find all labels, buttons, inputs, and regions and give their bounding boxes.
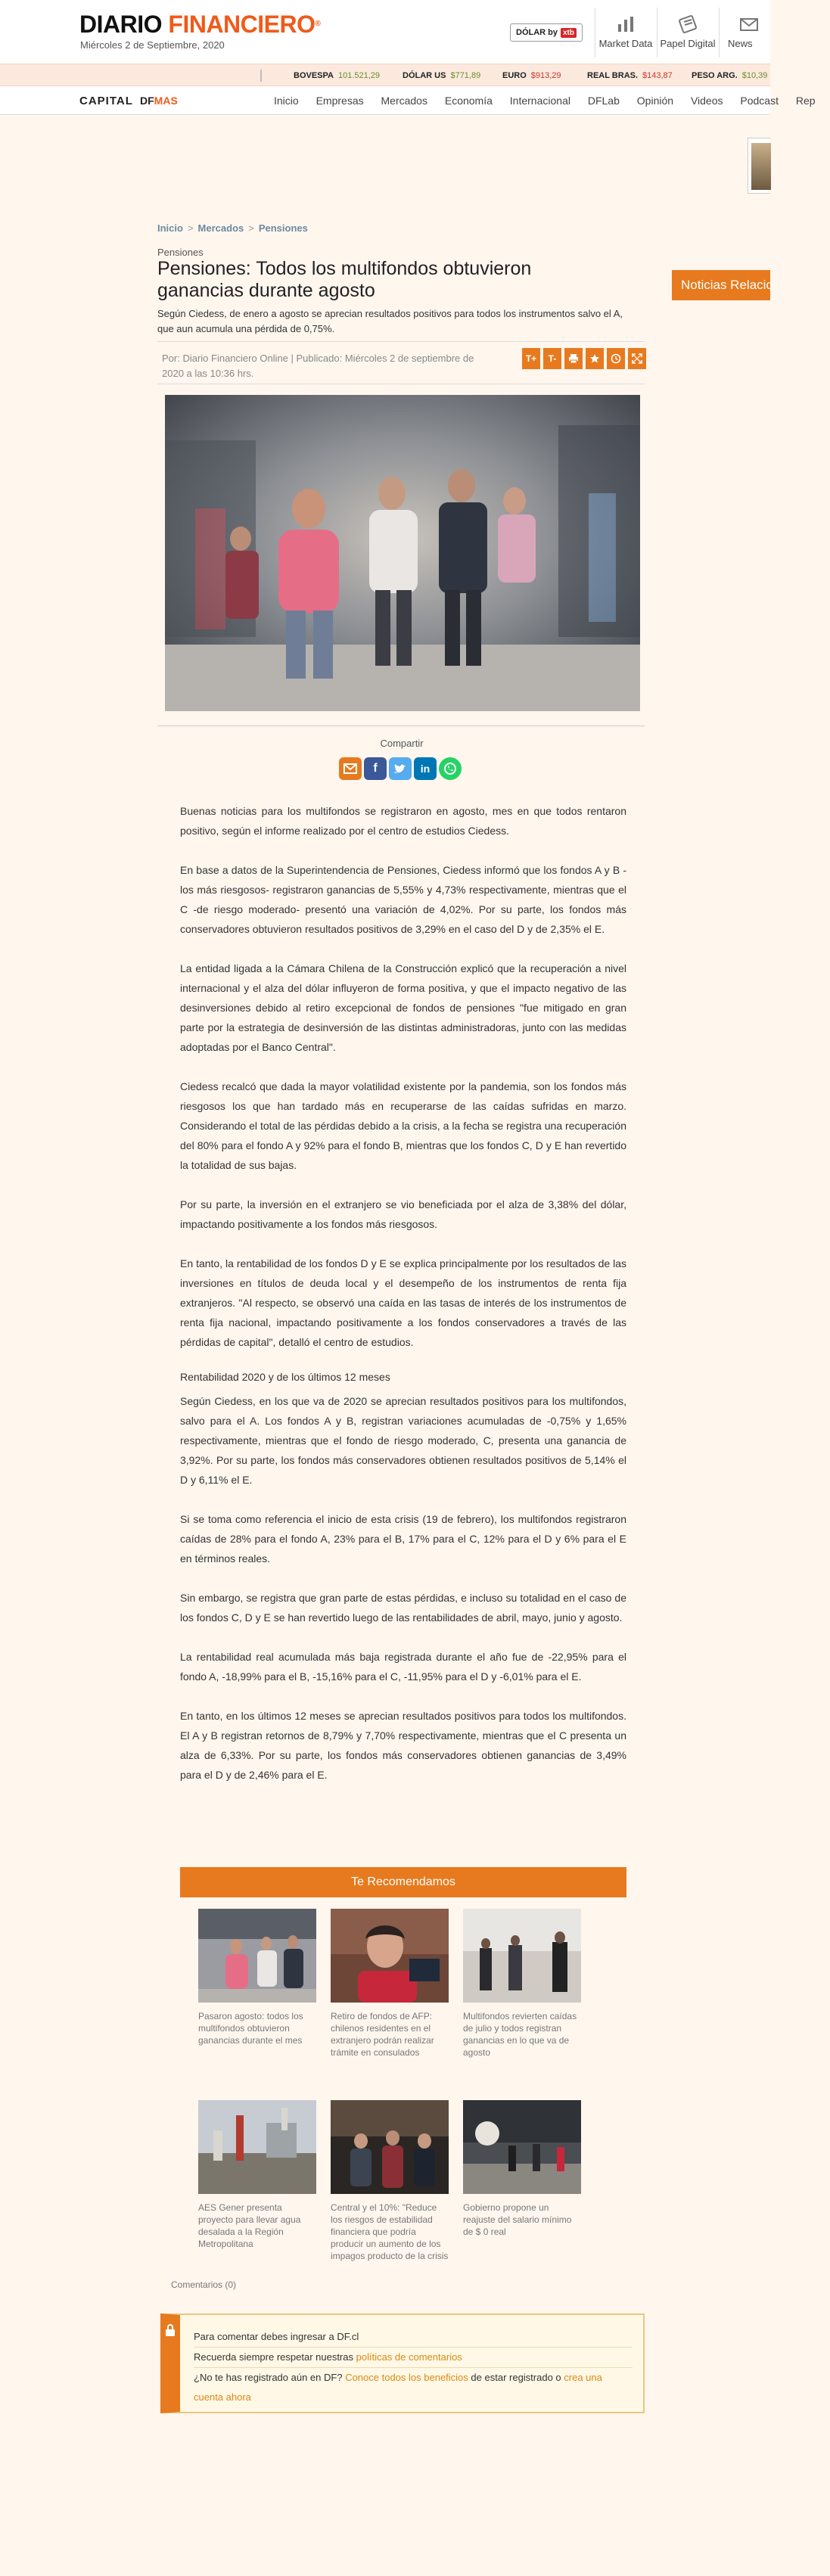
ticker-item[interactable]: BOVESPA 101.521,29 bbox=[294, 71, 381, 80]
recommended-item[interactable] bbox=[331, 1909, 449, 2059]
noticias-relacionadas-tab[interactable]: Noticias Relacio bbox=[672, 270, 770, 300]
expand-icon bbox=[632, 353, 642, 364]
recommended-thumbnail bbox=[198, 1909, 316, 2003]
article-paragraph: Según Ciedess, en los que va de 2020 se aprecian resultados positivos para los multifondos, salvo para el A. Los fondos A y B, registran variaciones acumuladas de -0,75% y 1,65% respectivamente, mientras que el fondo de riesgo moderado, C, presenta una ganancia de 3,92%. Por su parte, los fondos más conservadores obtienen resultados positivos de 5,14% el D y 6,11% el E. bbox=[180, 1395, 626, 1486]
nav-item-rep[interactable]: Rep bbox=[795, 95, 816, 107]
create-account-link[interactable]: crea una cuenta ahora bbox=[194, 2372, 602, 2403]
header-divider bbox=[719, 8, 720, 57]
crowd-street-photo bbox=[165, 395, 640, 711]
comment-policy-link[interactable]: políticas de comentarios bbox=[356, 2351, 462, 2363]
breadcrumb-pensiones[interactable]: Pensiones bbox=[258, 222, 308, 234]
recommended-title: Multifondos revierten caídas de julio y todos registran ganancias en lo que va de agosto bbox=[463, 2011, 577, 2058]
recommended-thumbnail bbox=[198, 2100, 316, 2194]
share-mail-button[interactable] bbox=[339, 757, 362, 780]
register-line: ¿No te has registrado aún en DF? Conoce todos los beneficios de estar registrado o crea una cuenta ahora bbox=[194, 2372, 602, 2403]
nav-item-mercados[interactable]: Mercados bbox=[381, 95, 427, 107]
dolar-widget-button[interactable]: DÓLAR by xtb bbox=[510, 23, 583, 42]
lock-icon bbox=[165, 2324, 176, 2336]
facebook-icon: f bbox=[373, 762, 378, 775]
nav-item-internacional[interactable]: Internacional bbox=[509, 95, 570, 107]
recommended-title: AES Gener presenta proyecto para llevar agua desalada a la Región Metropolitana bbox=[198, 2202, 301, 2249]
article-paragraph: Por su parte, la inversión en el extranjero se vio beneficiada por el alza de 3,38% del dólar, impactando positivamente a los fondos más riesgosos. bbox=[180, 1198, 626, 1230]
policy-line: Recuerda siempre respetar nuestras políticas de comentarios bbox=[194, 2351, 462, 2363]
nav-item-podcast[interactable]: Podcast bbox=[740, 95, 779, 107]
recommended-title: Central y el 10%: "Reduce los riesgos de estabilidad financiera que podría producir un aumento de los impagos producto de la crisis bbox=[331, 2202, 449, 2261]
share-twitter-button[interactable] bbox=[389, 757, 412, 780]
read-later-button[interactable] bbox=[607, 348, 625, 369]
font-decrease-button[interactable]: T- bbox=[543, 348, 561, 369]
recommended-header: Te Recomendamos bbox=[180, 1867, 626, 1897]
recommended-thumbnail bbox=[463, 1909, 581, 2003]
capital-brand-link[interactable]: CAPITAL bbox=[79, 95, 133, 107]
expand-button[interactable] bbox=[628, 348, 646, 369]
benefits-link[interactable]: Conoce todos los beneficios bbox=[345, 2372, 468, 2383]
share-linkedin-button[interactable] bbox=[414, 757, 437, 780]
whatsapp-icon bbox=[443, 762, 457, 775]
recommended-item[interactable] bbox=[463, 2100, 581, 2238]
share-facebook-button[interactable] bbox=[364, 757, 387, 780]
nav-item-economia[interactable]: Economía bbox=[444, 95, 493, 107]
comment-login-box bbox=[160, 2313, 645, 2413]
nav-item-videos[interactable]: Videos bbox=[690, 95, 723, 107]
article-paragraph: Ciedess recalcó que dada la mayor volatilidad existente por la pandemia, son los fondos más riesgosos los que han tardado más en recuperarse de las caídas sufridas en marzo. Considerando el total de las pérdidas debido a la crisis, a la fecha se registra una recuperación del 80% para el fondo A y 92% para el fondo B, mientras que los fondos C, D y E han revertido la totalidad de sus bajas. bbox=[180, 1080, 626, 1171]
share-buttons bbox=[339, 757, 462, 780]
article-subheading: Rentabilidad 2020 y de los últimos 12 meses bbox=[180, 1371, 390, 1383]
recommended-title: Retiro de fondos de AFP: chilenos residentes en el extranjero podrán realizar trámite en consulados bbox=[331, 2011, 434, 2058]
recommended-item[interactable] bbox=[198, 1909, 316, 2046]
share-whatsapp-button[interactable] bbox=[439, 757, 462, 780]
nav-item-empresas[interactable]: Empresas bbox=[316, 95, 364, 107]
market-ticker bbox=[0, 64, 770, 86]
star-icon bbox=[589, 353, 600, 364]
breadcrumb-inicio[interactable]: Inicio bbox=[157, 222, 183, 234]
recommended-thumbnail bbox=[331, 1909, 449, 2003]
font-increase-button[interactable]: T+ bbox=[522, 348, 540, 369]
ticker-item[interactable]: EURO $913,29 bbox=[502, 71, 561, 80]
dfmas-brand-link[interactable]: DFMAS bbox=[140, 95, 178, 107]
article-byline: Por: Diario Financiero Online | Publicado: Miércoles 2 de septiembre de 2020 a las 10:36 hrs. bbox=[162, 353, 474, 379]
site-header bbox=[0, 0, 770, 64]
article-title: Pensiones: Todos los multifondos obtuvieron ganancias durante agosto bbox=[157, 258, 532, 301]
recommended-item[interactable] bbox=[331, 2100, 449, 2262]
side-ad[interactable] bbox=[748, 138, 770, 194]
twitter-icon bbox=[393, 763, 407, 774]
recommended-item[interactable] bbox=[198, 2100, 316, 2250]
ticker-divider bbox=[260, 70, 262, 82]
breadcrumb-mercados[interactable]: Mercados bbox=[197, 222, 244, 234]
mail-icon bbox=[738, 15, 760, 33]
article-tools bbox=[522, 348, 646, 369]
article-paragraph: La rentabilidad real acumulada más baja registrada durante el año fue de -22,95% para el fondo A, -18,99% para el B, -15,16% para el C, -11,95% para el D y -6,01% para el E. bbox=[180, 1651, 626, 1683]
share-label: Compartir bbox=[380, 738, 424, 749]
recommended-title: Gobierno propone un reajuste del salario mínimo de $ 0 real bbox=[463, 2202, 572, 2237]
header-date: Miércoles 2 de Septiembre, 2020 bbox=[80, 39, 225, 51]
article-paragraph: En base a datos de la Superintendencia de Pensiones, Ciedess informó que los fondos A y B -los más riesgosos- registraron ganancias de 5,55% y 4,73% respectivamente, mientras que el C -de riesgo moderado- presentó una variación de 4,02%. Por su parte, los fondos más conservadores obtuvieron resultados positivos de 3,29% en el caso del D y de 2,35% el E. bbox=[180, 864, 626, 935]
print-button[interactable] bbox=[564, 348, 583, 369]
clock-icon bbox=[611, 353, 621, 364]
article-paragraph: En tanto, en los últimos 12 meses se aprecian resultados positivos para todos los multifondos. El A y B registran retornos de 8,79% y 7,70% respectivamente, mientras que el C presenta un alza de 6,33%. Por su parte, los fondos más conservadores obtienen ganancias de 3,49% para el D y de 2,46% para el E. bbox=[180, 1710, 626, 1781]
bar-chart-icon bbox=[615, 15, 636, 33]
print-icon bbox=[568, 353, 579, 364]
comments-count[interactable]: Comentarios (0) bbox=[171, 2279, 237, 2290]
nav-item-opinion[interactable]: Opinión bbox=[636, 95, 674, 107]
ticker-item[interactable]: DÓLAR US $771,89 bbox=[403, 71, 481, 80]
login-prompt[interactable]: Para comentar debes ingresar a DF.cl bbox=[194, 2331, 359, 2342]
nav-items bbox=[274, 95, 830, 107]
site-logo[interactable]: DIARIO FINANCIERO® bbox=[79, 11, 321, 38]
article-lead: Según Ciedess, de enero a agosto se aprecian resultados positivos para todos los instrumentos salvo el A, que aun acumula una pérdida de 0,75%. bbox=[157, 308, 623, 334]
article-paragraph: Buenas noticias para los multifondos se registraron en agosto, mes en que todos rentaron positivo, según el informe realizado por el centro de estudios Ciedess. bbox=[180, 805, 626, 837]
newsletter-link[interactable]: News bbox=[728, 15, 770, 49]
recommended-thumbnail bbox=[463, 2100, 581, 2194]
newspaper-icon bbox=[677, 15, 698, 33]
recommended-title: Pasaron agosto: todos los multifondos obtuvieron ganancias durante el mes bbox=[198, 2011, 303, 2046]
papel-digital-link[interactable]: Papel Digital bbox=[658, 15, 717, 49]
market-data-link[interactable]: Market Data bbox=[596, 15, 655, 49]
ticker-item[interactable]: PESO ARG. $10,39 bbox=[692, 71, 768, 80]
main-nav bbox=[0, 86, 816, 115]
nav-item-dflab[interactable]: DFLab bbox=[587, 95, 620, 107]
nav-item-inicio[interactable]: Inicio bbox=[274, 95, 299, 107]
article-body bbox=[180, 801, 626, 1804]
ticker-item[interactable]: REAL BRAS. $143,87 bbox=[587, 71, 673, 80]
article-paragraph: Sin embargo, se registra que gran parte de estas pérdidas, e incluso su totalidad en el caso de los fondos C, D y E se han revertido luego de las rentabilidades de abril, mayo, junio y agosto. bbox=[180, 1592, 626, 1624]
article-paragraph: La entidad ligada a la Cámara Chilena de la Construcción explicó que la recuperación a nivel internacional y el alza del dólar influyeron de forma positiva, y que el impacto negativo de las desinversiones debido al retiro excepcional de fondos de pensiones "fue mitigado en gran parte por la estrategia de desinversión de las distintas administradoras, junto con las medidas adoptadas por el Banco Central". bbox=[180, 962, 626, 1053]
linkedin-icon: in bbox=[420, 763, 431, 775]
article-paragraph: En tanto, la rentabilidad de los fondos D y E se explica principalmente por los resultados de las inversiones en títulos de deuda local y el desempeño de los instrumentos de renta fija extranjeros. "Al respecto, se observó una caída en las tasas de interés de los instrumentos de renta fija nacional, impactando positivamente a los fondos conservadores a través de las pérdidas de capital", detalló el centro de estudios. bbox=[180, 1257, 626, 1348]
section-label: Pensiones bbox=[157, 247, 204, 258]
mail-icon bbox=[344, 763, 357, 774]
article-hero-image bbox=[165, 395, 640, 711]
ad-image bbox=[751, 143, 771, 190]
article-paragraph: Si se toma como referencia el inicio de esta crisis (19 de febrero), los multifondos registraron caídas de 28% para el fondo A, 23% para el B, 17% para el C, 12% para el D y 6% para el E en términos reales. bbox=[180, 1513, 626, 1565]
divider bbox=[157, 341, 645, 342]
favorite-button[interactable] bbox=[586, 348, 604, 369]
recommended-item[interactable] bbox=[463, 1909, 581, 2059]
breadcrumb: Inicio > Mercados > Pensiones bbox=[157, 222, 308, 234]
recommended-thumbnail bbox=[331, 2100, 449, 2194]
